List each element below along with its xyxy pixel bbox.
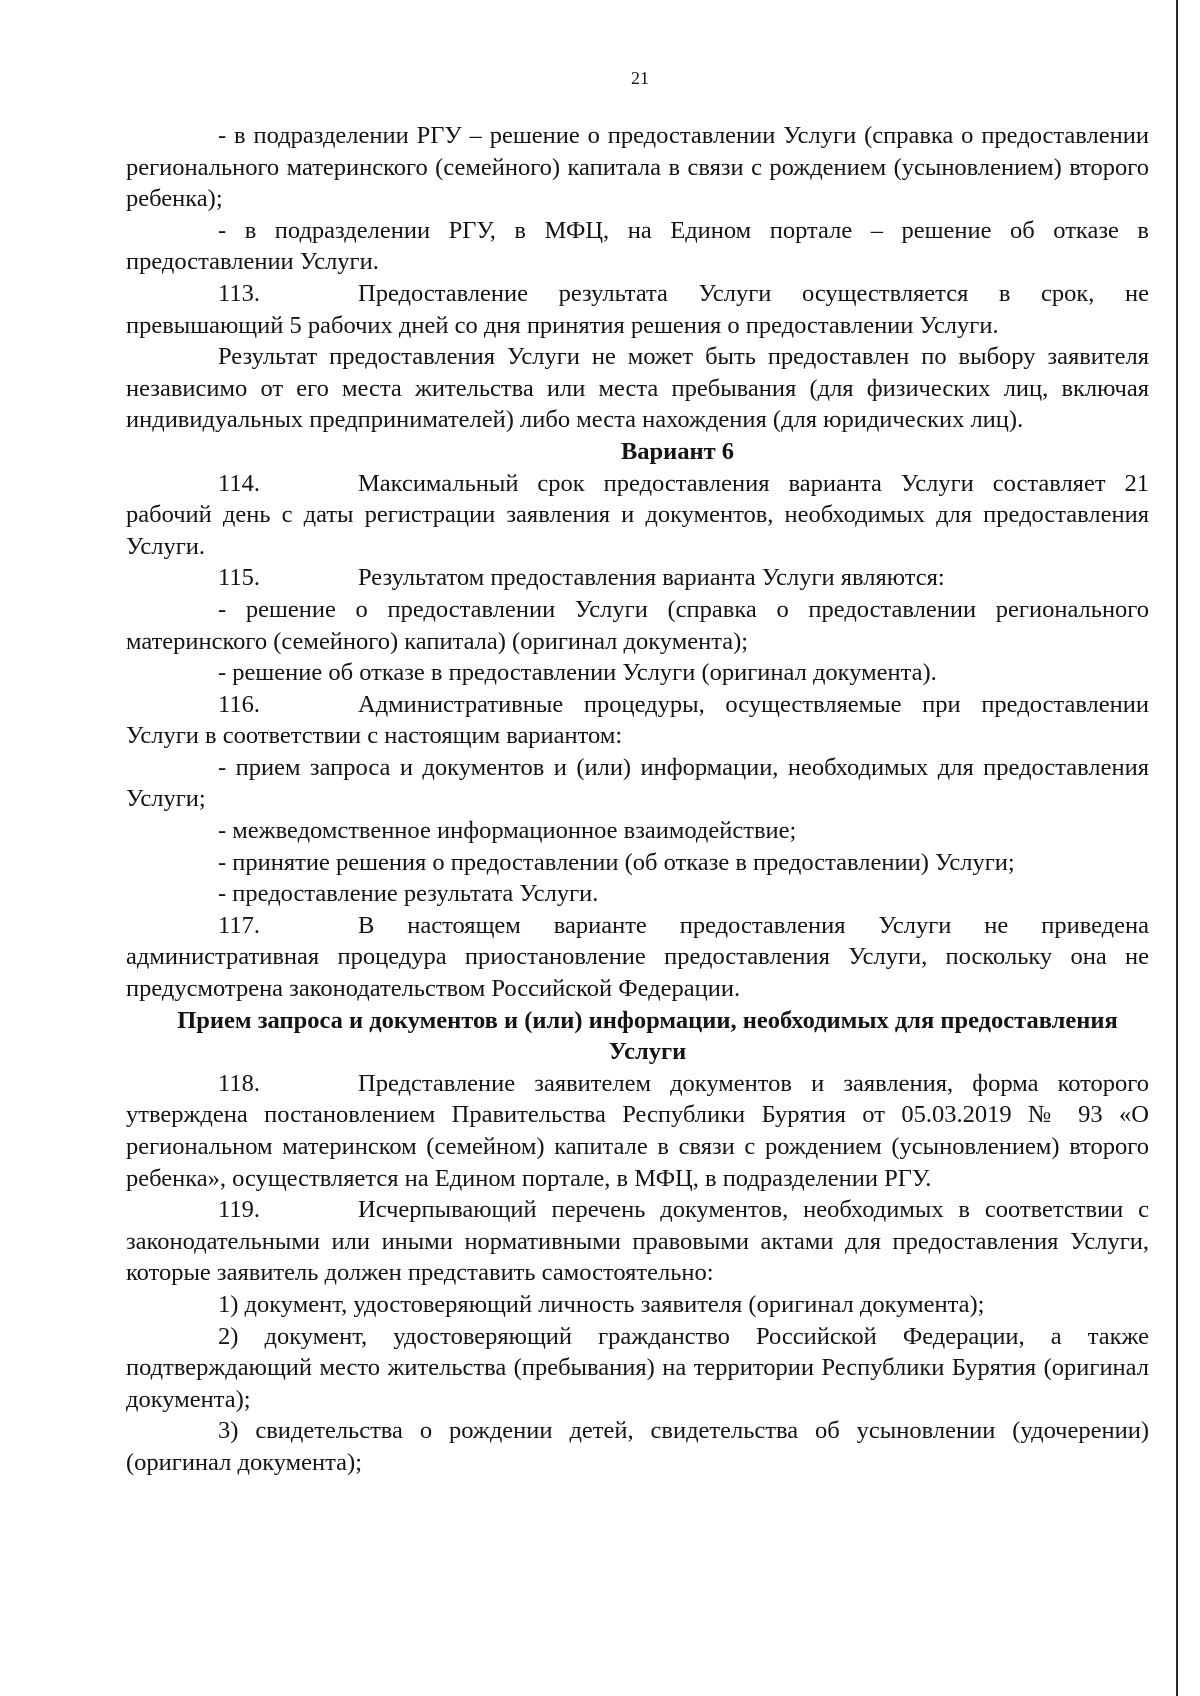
paragraph: - в подразделении РГУ, в МФЦ, на Едином портале – решение об отказе в предоставлении Услуги. <box>126 216 1149 276</box>
paragraph-number: 114. <box>218 469 260 497</box>
numbered-paragraph: 117. В настоящем варианте предоставления Услуги не приведена административная процедура приостановление предоставления Услуги, поскольку она не предусмотрена законодательством Российской Федерации. <box>126 911 1149 1003</box>
section-heading: Вариант 6 <box>620 437 735 465</box>
numbered-paragraph: 119. Исчерпывающий перечень документов, необходимых в соответствии с законодательными или иными нормативными правовыми актами для предоставления Услуги, которые заявитель должен представить самостоятельно: <box>126 1196 1149 1287</box>
numbered-paragraph: 116. Административные процедуры, осуществляемые при предоставлении Услуги в соответствии с настоящим вариантом: <box>126 690 1149 750</box>
paragraph: Результат предоставления Услуги не может быть предоставлен по выбору заявителя независимо от его места жительства или места пребывания (для физических лиц, включая индивидуальных предпринимателей) либо места нахождения (для юридических лиц). <box>126 343 1149 434</box>
paragraph-number: 113. <box>218 279 260 307</box>
page-edge-line <box>1176 0 1178 1696</box>
document-body <box>126 120 1149 1479</box>
paragraph: - межведомственное информационное взаимодействие; <box>218 817 797 845</box>
paragraph: - прием запроса и документов и (или) информации, необходимых для предоставления Услуги; <box>126 753 1149 813</box>
paragraph-number: 116. <box>218 690 260 718</box>
numbered-paragraph: 114. Максимальный срок предоставления варианта Услуги составляет 21 рабочий день с даты регистрации заявления и документов, необходимых для предоставления Услуги. <box>126 469 1149 560</box>
numbered-paragraph: 118. Представление заявителем документов и заявления, форма которого утверждена постановлением Правительства Республики Бурятия от 05.03.2019 № 93 «О региональном материнском (семейном) капитале в связи с рождением (усыновлением) второго ребенка», осуществляется на Едином портале, в МФЦ, в подразделении РГУ. <box>126 1069 1149 1192</box>
paragraph: - в подразделении РГУ – решение о предоставлении Услуги (справка о предоставлении регионального материнского (семейного) капитала в связи с рождением (усыновлением) второго ребенка); <box>126 122 1149 213</box>
list-item: 3) свидетельства о рождении детей, свидетельства об усыновлении (удочерении) (оригинал документа); <box>126 1417 1149 1476</box>
numbered-paragraph: 113. Предоставление результата Услуги осуществляется в срок, не превышающий 5 рабочих дней со дня принятия решения о предоставлении Услуги. <box>126 279 1149 339</box>
paragraph: - решение о предоставлении Услуги (справка о предоставлении регионального материнского (семейного) капитала) (оригинал документа); <box>126 595 1149 655</box>
paragraph: - предоставление результата Услуги. <box>218 880 599 908</box>
numbered-paragraph: 115. Результатом предоставления варианта Услуги являются: <box>126 562 1149 594</box>
list-item: 2) документ, удостоверяющий гражданство Российской Федерации, а также подтверждающий место жительства (пребывания) на территории Республики Бурятия (оригинал документа); <box>126 1322 1149 1413</box>
paragraph: - принятие решения о предоставлении (об отказе в предоставлении) Услуги; <box>218 848 1015 876</box>
paragraph-number: 119. <box>218 1196 260 1224</box>
paragraph-number: 118. <box>218 1069 260 1097</box>
paragraph: - решение об отказе в предоставлении Услуги (оригинал документа). <box>218 659 937 687</box>
page-number: 21 <box>631 68 649 88</box>
section-heading: Прием запроса и документов и (или) информации, необходимых для предоставления Услуги <box>177 1006 1118 1066</box>
list-item: 1) документ, удостоверяющий личность заявителя (оригинал документа); <box>218 1290 985 1318</box>
paragraph-number: 117. <box>218 911 260 939</box>
paragraph-number: 115. <box>218 564 260 592</box>
